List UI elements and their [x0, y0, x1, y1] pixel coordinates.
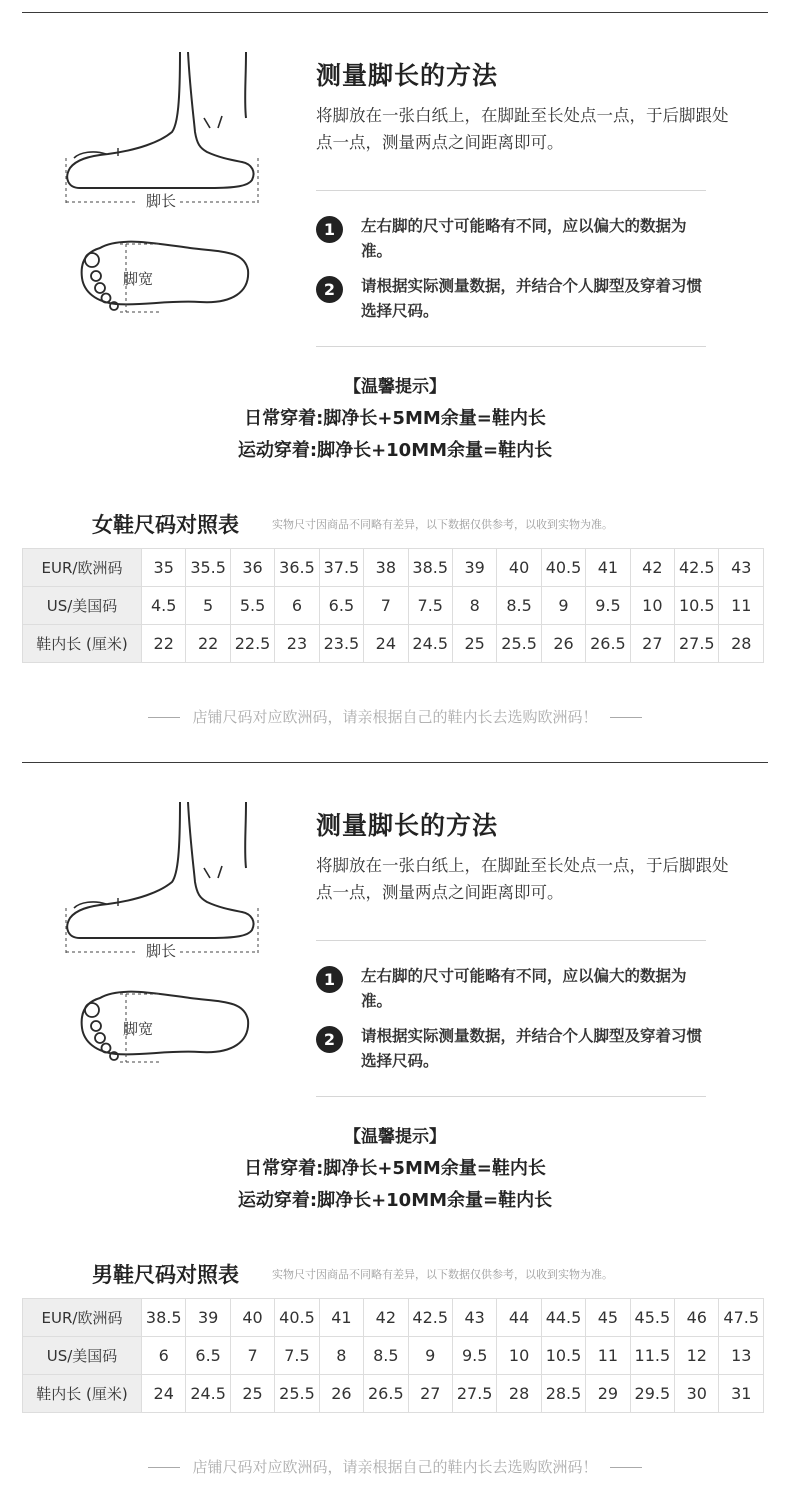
table-cell: 26.5 [586, 625, 630, 663]
table-cell: 7 [230, 1337, 274, 1375]
foot-measure-illustration [60, 790, 280, 1080]
size-chart-title: 女鞋尺码对照表 [92, 513, 239, 537]
table-cell: 8 [319, 1337, 363, 1375]
table-cell: 47.5 [719, 1299, 764, 1337]
table-cell: 9.5 [586, 587, 630, 625]
footer-text: 店铺尺码对应欧洲码，请亲根据自己的鞋内长去选购欧洲码！ [192, 1458, 598, 1476]
method-description: 将脚放在一张白纸上，在脚趾至长处点一点，于后脚跟处点一点，测量两点之间距离即可。 [316, 856, 729, 902]
table-cell: 10 [630, 587, 674, 625]
footer-dash-right [610, 1467, 642, 1468]
note-number-badge: 2 [316, 1026, 343, 1053]
table-cell: 28.5 [541, 1375, 585, 1413]
note-text: 左右脚的尺寸可能略有不同，应以偏大的数据为准。 [361, 217, 687, 260]
table-cell: 6.5 [319, 587, 363, 625]
table-cell: 13 [719, 1337, 764, 1375]
table-cell: 5 [186, 587, 230, 625]
size-table [22, 548, 764, 663]
table-cell: 29.5 [630, 1375, 674, 1413]
note-number-badge: 2 [316, 276, 343, 303]
footer-text: 店铺尺码对应欧洲码，请亲根据自己的鞋内长去选购欧洲码！ [192, 708, 598, 726]
row-label: EUR/欧洲码 [23, 1299, 142, 1337]
table-cell: 25 [452, 625, 496, 663]
note-number-badge: 1 [316, 216, 343, 243]
note-number-badge: 1 [316, 966, 343, 993]
store-size-footer [0, 706, 790, 727]
tip-daily-wear: 日常穿着:脚净长+5MM余量=鞋内长 [244, 1158, 546, 1179]
table-cell: 35.5 [186, 549, 230, 587]
table-cell: 39 [186, 1299, 230, 1337]
table-cell: 24.5 [408, 625, 452, 663]
table-cell: 9 [408, 1337, 452, 1375]
table-cell: 6.5 [186, 1337, 230, 1375]
table-cell: 6 [275, 587, 319, 625]
table-cell: 25.5 [275, 1375, 319, 1413]
table-cell: 24 [142, 1375, 186, 1413]
table-cell: 29 [586, 1375, 630, 1413]
table-cell: 10 [497, 1337, 541, 1375]
tip-sport-wear: 运动穿着:脚净长+10MM余量=鞋内长 [237, 1190, 553, 1211]
table-cell: 23.5 [319, 625, 363, 663]
table-cell: 8 [452, 587, 496, 625]
table-cell: 24 [364, 625, 408, 663]
table-row [23, 1337, 764, 1375]
table-cell: 25 [230, 1375, 274, 1413]
table-cell: 27 [408, 1375, 452, 1413]
table-cell: 35 [142, 549, 186, 587]
table-cell: 11.5 [630, 1337, 674, 1375]
table-cell: 45.5 [630, 1299, 674, 1337]
note-text: 左右脚的尺寸可能略有不同，应以偏大的数据为准。 [361, 967, 687, 1010]
table-cell: 42 [364, 1299, 408, 1337]
row-label: 鞋内长 (厘米) [23, 625, 142, 663]
table-cell: 40.5 [541, 549, 585, 587]
table-cell: 10.5 [675, 587, 719, 625]
top-divider [22, 12, 768, 13]
table-cell: 38.5 [142, 1299, 186, 1337]
table-cell: 8.5 [364, 1337, 408, 1375]
foot-length-label: 脚长 [146, 192, 177, 210]
table-cell: 24.5 [186, 1375, 230, 1413]
size-chart-note: 实物尺寸因商品不同略有差异，以下数据仅供参考，以收到实物为准。 [272, 1268, 613, 1281]
table-cell: 9 [541, 587, 585, 625]
table-cell: 27.5 [675, 625, 719, 663]
table-cell: 22 [142, 625, 186, 663]
table-cell: 7.5 [408, 587, 452, 625]
table-cell: 41 [319, 1299, 363, 1337]
table-cell: 27 [630, 625, 674, 663]
size-guide-section-men [0, 750, 790, 1500]
table-cell: 45 [586, 1299, 630, 1337]
table-cell: 44.5 [541, 1299, 585, 1337]
foot-side-outline [67, 802, 253, 938]
table-cell: 30 [675, 1375, 719, 1413]
foot-length-label: 脚长 [146, 942, 177, 960]
table-cell: 22 [186, 625, 230, 663]
row-label: 鞋内长 (厘米) [23, 1375, 142, 1413]
row-label: US/美国码 [23, 1337, 142, 1375]
table-cell: 25.5 [497, 625, 541, 663]
footer-dash-left [148, 1467, 180, 1468]
table-cell: 41 [586, 549, 630, 587]
method-divider [316, 190, 706, 191]
table-cell: 44 [497, 1299, 541, 1337]
table-cell: 11 [719, 587, 764, 625]
table-cell: 39 [452, 549, 496, 587]
table-cell: 37.5 [319, 549, 363, 587]
note-text: 请根据实际测量数据，并结合个人脚型及穿着习惯选择尺码。 [361, 1027, 703, 1070]
table-cell: 7 [364, 587, 408, 625]
tip-sport-wear: 运动穿着:脚净长+10MM余量=鞋内长 [237, 440, 553, 461]
row-label: US/美国码 [23, 587, 142, 625]
table-cell: 46 [675, 1299, 719, 1337]
table-cell: 31 [719, 1375, 764, 1413]
table-cell: 38.5 [408, 549, 452, 587]
footer-dash-right [610, 717, 642, 718]
foot-top-outline [82, 992, 249, 1055]
table-cell: 27.5 [452, 1375, 496, 1413]
table-cell: 42.5 [408, 1299, 452, 1337]
table-cell: 10.5 [541, 1337, 585, 1375]
table-cell: 12 [675, 1337, 719, 1375]
table-cell: 8.5 [497, 587, 541, 625]
tip-title: 【温馨提示】 [344, 1127, 446, 1147]
foot-width-label: 脚宽 [123, 1020, 154, 1038]
table-cell: 26 [541, 625, 585, 663]
table-cell: 23 [275, 625, 319, 663]
table-cell: 28 [497, 1375, 541, 1413]
table-cell: 26.5 [364, 1375, 408, 1413]
method-description: 将脚放在一张白纸上，在脚趾至长处点一点，于后脚跟处点一点，测量两点之间距离即可。 [316, 106, 729, 152]
table-cell: 7.5 [275, 1337, 319, 1375]
notes-divider [316, 1096, 706, 1097]
table-cell: 42 [630, 549, 674, 587]
foot-side-outline [67, 52, 253, 188]
foot-top-outline [82, 242, 249, 305]
table-row [23, 625, 764, 663]
table-cell: 5.5 [230, 587, 274, 625]
tip-title: 【温馨提示】 [344, 377, 446, 397]
table-cell: 11 [586, 1337, 630, 1375]
method-divider [316, 940, 706, 941]
table-cell: 43 [719, 549, 764, 587]
method-title: 测量脚长的方法 [316, 61, 499, 90]
table-cell: 26 [319, 1375, 363, 1413]
table-cell: 42.5 [675, 549, 719, 587]
foot-measure-illustration [60, 40, 280, 330]
table-row [23, 1375, 764, 1413]
table-cell: 36 [230, 549, 274, 587]
notes-divider [316, 346, 706, 347]
table-cell: 22.5 [230, 625, 274, 663]
tip-daily-wear: 日常穿着:脚净长+5MM余量=鞋内长 [244, 408, 546, 429]
table-cell: 36.5 [275, 549, 319, 587]
method-title: 测量脚长的方法 [316, 811, 499, 840]
table-cell: 4.5 [142, 587, 186, 625]
table-cell: 43 [452, 1299, 496, 1337]
table-row [23, 587, 764, 625]
table-row [23, 1299, 764, 1337]
size-chart-note: 实物尺寸因商品不同略有差异，以下数据仅供参考，以收到实物为准。 [272, 518, 613, 531]
top-divider [22, 762, 768, 763]
size-table-body [23, 549, 764, 663]
table-cell: 38 [364, 549, 408, 587]
store-size-footer [0, 1456, 790, 1477]
table-cell: 40 [230, 1299, 274, 1337]
size-table-body [23, 1299, 764, 1413]
foot-width-label: 脚宽 [123, 270, 154, 288]
size-chart-title: 男鞋尺码对照表 [92, 1263, 239, 1287]
table-cell: 28 [719, 625, 764, 663]
row-label: EUR/欧洲码 [23, 549, 142, 587]
footer-dash-left [148, 717, 180, 718]
table-cell: 40 [497, 549, 541, 587]
note-text: 请根据实际测量数据，并结合个人脚型及穿着习惯选择尺码。 [361, 277, 703, 320]
table-cell: 9.5 [452, 1337, 496, 1375]
table-row [23, 549, 764, 587]
size-table [22, 1298, 764, 1413]
table-cell: 6 [142, 1337, 186, 1375]
table-cell: 40.5 [275, 1299, 319, 1337]
